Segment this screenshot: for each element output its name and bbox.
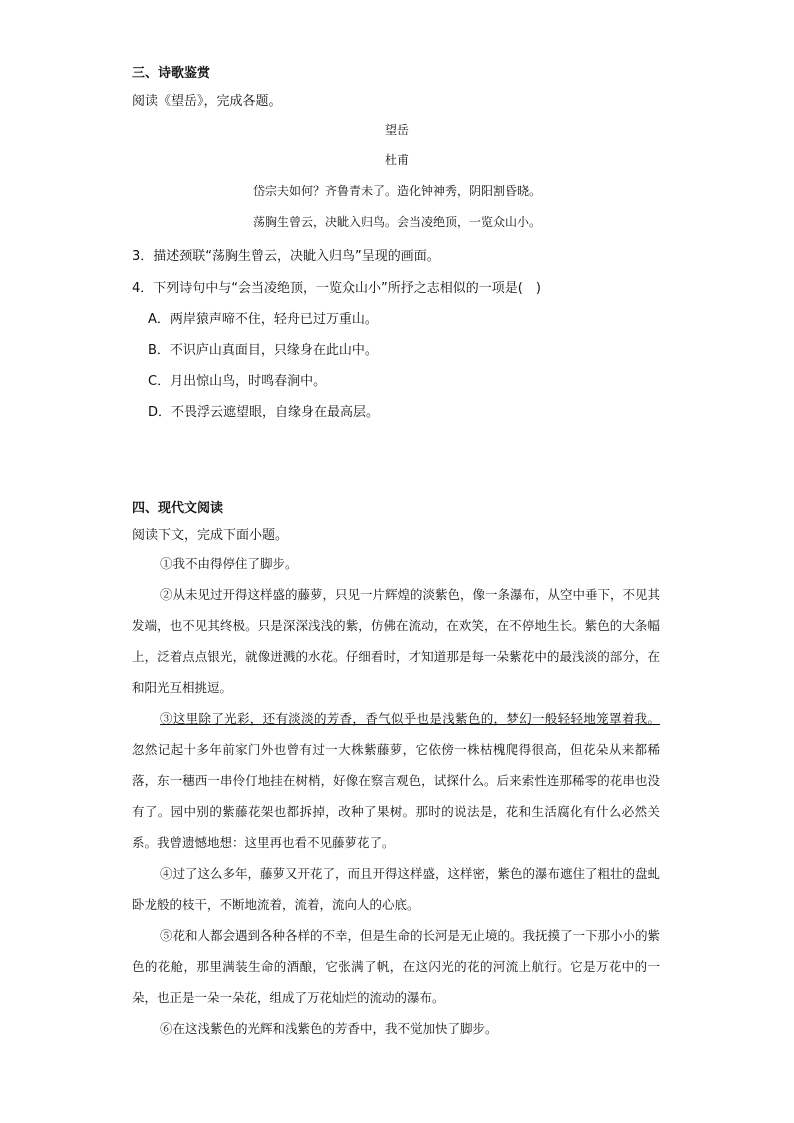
question-3: 3．描述颈联“荡胸生曾云，决眦入归鸟”呈现的画面。 [132, 249, 440, 264]
paragraph-4: ④过了这么多年，藤萝又开花了，而且开得这样盛，这样密，紫色的瀑布遮住了粗壮的盘虬卧龙般的枝干，不断地流着，流着，流向人的心底。 [132, 866, 661, 912]
section-heading-modern-reading: 四、现代文阅读 [132, 501, 224, 516]
reading-instruction: 阅读下文，完成下面小题。 [132, 528, 289, 543]
poetry-instruction: 阅读《望岳》，完成各题。 [132, 94, 282, 109]
paragraph-5: ⑤花和人都会遇到各种各样的不幸，但是生命的长河是无止境的。我抚摸了一下那小小的紫色的花舱，那里满装生命的酒酿，它张满了帆，在这闪光的花的河流上航行。它是万花中的一朵，也正是一朵一朵花，组成了万花灿烂的流动的瀑布。 [132, 928, 661, 1005]
reading-passage [132, 548, 660, 1044]
poem-line-1: 岱宗夫如何？齐鲁青未了。造化钟神秀，阴阳割昏晓。 [252, 184, 541, 198]
option-a: A．两岸猿声啼不住，轻舟已过万重山。 [148, 312, 378, 327]
option-c: C．月出惊山鸟，时鸣春涧中。 [148, 374, 327, 389]
question-4: 4．下列诗句中与“会当凌绝顶，一览众山小”所抒之志相似的一项是( ) [132, 281, 541, 296]
option-b: B．不识庐山真面目，只缘身在此山中。 [148, 343, 378, 358]
poem-line-2: 荡胸生曾云，决眦入归鸟。会当凌绝顶，一览众山小。 [252, 215, 541, 229]
paragraph-2: ②从未见过开得这样盛的藤萝，只见一片辉煌的淡紫色，像一条瀑布，从空中垂下，不见其发端，也不见其终极。只是深深浅浅的紫，仿佛在流动，在欢笑，在不停地生长。紫色的大条幅上，泛着点点银光，就像迸溅的水花。仔细看时，才知道那是每一朵紫花中的最浅淡的部分，在和阳光互相挑逗。 [132, 587, 661, 695]
paragraph-3-text: 忽然记起十多年前家门外也曾有过一大株紫藤萝，它依傍一株枯槐爬得很高，但花朵从来都稀落，东一穗西一串伶仃地挂在树梢，好像在察言观色，试探什么。后来索性连那稀零的花串也没有了。园中别的紫藤花架也都拆掉，改种了果树。那时的说法是，花和生活腐化有什么必然关系。我曾遗憾地想：这里再也看不见藤萝花了。 [132, 742, 660, 850]
paragraph-3 [132, 703, 660, 858]
poem-title: 望岳 [384, 123, 409, 137]
option-d: D．不畏浮云遮望眼，自缘身在最高层。 [148, 405, 380, 420]
poem-author: 杜甫 [384, 153, 409, 167]
paragraph-6: ⑥在这浅紫色的光辉和浅紫色的芳香中，我不觉加快了脚步。 [160, 1021, 498, 1036]
paragraph-1: ①我不由得停住了脚步。 [160, 556, 298, 571]
paragraph-3-underlined-sentence: ③这里除了光彩，还有淡淡的芳香，香气似乎也是浅紫色的，梦幻一般轻轻地笼罩着我。 [160, 711, 660, 726]
section-heading-poetry: 三、诗歌鉴赏 [132, 66, 211, 81]
